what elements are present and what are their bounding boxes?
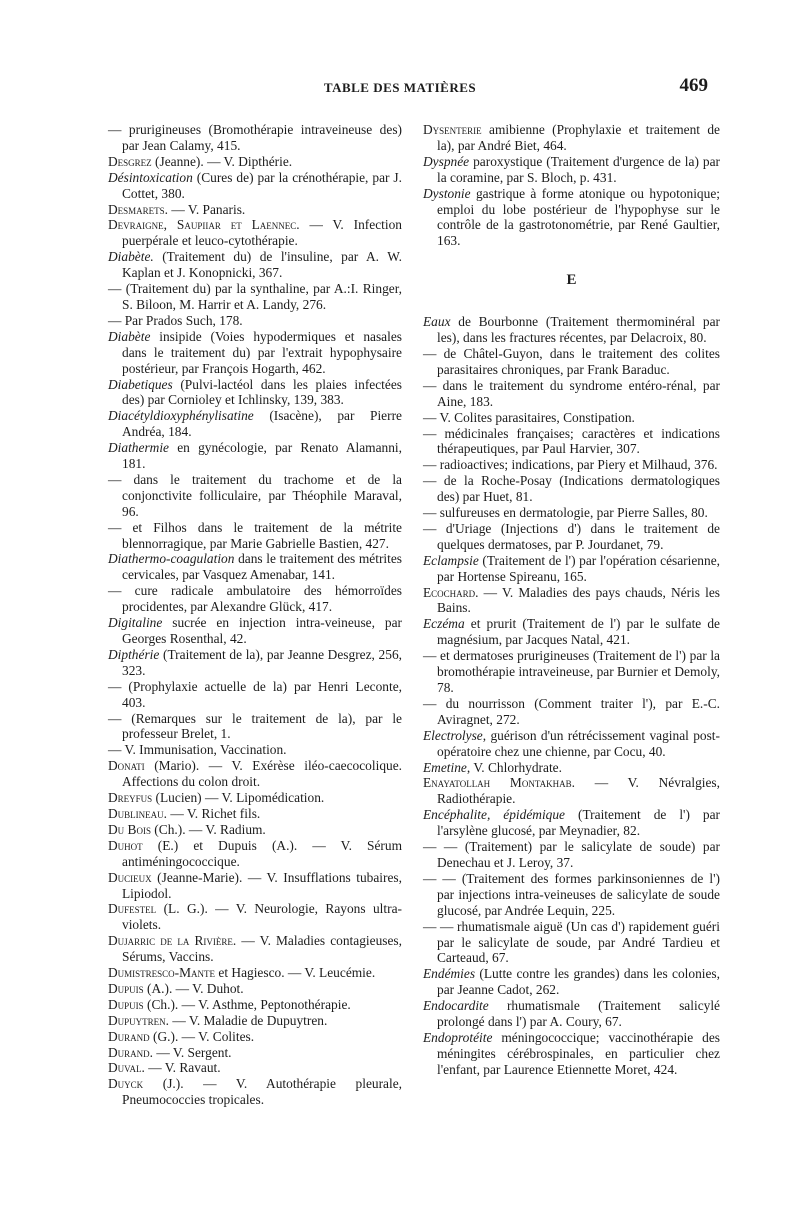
index-entry [108, 1029, 402, 1045]
index-entry [108, 838, 402, 870]
entry-text: — de Châtel-Guyon, dans le traitement des colites parasitaires chroniques, par Frank Baraduc. [423, 345, 720, 377]
entry-text: — — rhumatismale aiguë (Un cas d') rapidement guéri par le salicylate de soude, par André Tardieu et Carteaud, 67. [423, 918, 720, 966]
entry-text: insipide (Voies hypodermiques et nasales dans le traitement du) par l'extrait hypophysaire postérieur, par François Hogarth, 462. [122, 328, 402, 376]
entry-text: — dans le traitement du syndrome entéro-rénal, par Aine, 183. [423, 377, 720, 409]
section-letter: E [566, 272, 577, 289]
index-entry [423, 346, 720, 378]
entry-text: — V. Ravaut. [144, 1060, 221, 1076]
index-entry [423, 585, 720, 617]
entry-text: (Lucien) — V. Lipomédication. [152, 790, 325, 806]
index-entry [423, 410, 720, 426]
index-entry [108, 758, 402, 790]
entry-text: (Jeanne). — V. Dipthérie. [151, 153, 293, 169]
entry-text: de Bourbonne (Traitement thermominéral par les), dans les fractures récentes, par Delacroix, 80. [437, 314, 720, 346]
entry-text: — Par Prados Such, 178. [108, 312, 243, 328]
entry-heading: Eaux [423, 314, 451, 330]
entry-text: — (Traitement du) par la synthaline, par A.:I. Ringer, S. Biloon, M. Harrir et A. Landy, 276. [108, 281, 402, 312]
entry-text: (Ch.). — V. Radium. [150, 821, 266, 837]
entry-heading: Dyspnée [423, 153, 470, 169]
index-entry [108, 472, 402, 520]
index-entry [423, 998, 720, 1030]
index-entry [108, 790, 402, 806]
index-entry [108, 583, 402, 615]
entry-text: (Jeanne-Marie). — V. Insufflations tubaires, Lipiodol. [122, 869, 402, 901]
entry-heading: Dystonie [423, 185, 471, 201]
entry-text: (J.). — V. Autothérapie pleurale, Pneumococcies tropicales. [122, 1076, 402, 1108]
entry-text: — cure radicale ambulatoire des hémorroïdes procidentes, par Alexandre Glück, 417. [108, 583, 402, 615]
entry-text: (A.). — V. Duhot. [143, 980, 244, 996]
index-entry [108, 1013, 402, 1029]
index-entry [108, 217, 402, 249]
index-entry [108, 1076, 402, 1108]
entry-text: — V. Infection puerpérale et leuco-cytothérapie. [122, 217, 402, 249]
index-entry [108, 313, 402, 329]
right-column-top [423, 122, 720, 249]
entry-heading: Désintoxication [108, 169, 193, 185]
index-entry [108, 711, 402, 743]
index-entry [108, 520, 402, 552]
entry-heading: Desmarets. [108, 201, 169, 217]
entry-heading: Enayatollah Montakhab. [423, 775, 575, 791]
index-entry [423, 457, 720, 473]
index-entry [108, 615, 402, 647]
index-entry [423, 1030, 720, 1078]
index-entry [108, 981, 402, 997]
index-entry [423, 122, 720, 154]
index-entry [108, 1045, 402, 1061]
entry-text: (Ch.). — V. Asthme, Peptonothérapie. [143, 996, 351, 1012]
entry-heading: Endoprotéite [423, 1029, 493, 1045]
index-entry [423, 314, 720, 346]
entry-heading: Dufestel [108, 901, 157, 917]
index-entry [108, 870, 402, 902]
index-entry [423, 648, 720, 696]
index-entry [423, 426, 720, 458]
index-entry [108, 154, 402, 170]
entry-heading: Duval. [108, 1060, 145, 1076]
entry-text: (G.). — V. Colites. [149, 1028, 255, 1044]
entry-heading: Diabète. [108, 249, 154, 265]
index-entry [108, 408, 402, 440]
entry-text: (Mario). — V. Exérèse iléo-caecocolique. Affections du colon droit. [122, 758, 402, 790]
index-entry [108, 1060, 402, 1076]
entry-text: rhumatismale (Traitement salicylé prolongé dans l') par A. Coury, 67. [437, 998, 720, 1030]
entry-heading: Dupuis [108, 996, 144, 1012]
entry-text: gastrique à forme atonique ou hypotonique; emploi du lobe postérieur de l'hypophyse sur le contrôle de la gastrotonométrie, par René Gaultier, 163. [437, 185, 720, 249]
entry-text: — (Remarques sur le traitement de la), par le professeur Brelet, 1. [108, 710, 402, 742]
entry-text: (Isacène), par Pierre Andréa, 184. [122, 408, 402, 440]
entry-heading: Dujarric de la Rivière. [108, 933, 237, 949]
entry-heading: Devraigne, Saupiiar et Laennec. [108, 217, 300, 233]
entry-heading: Diabetiques [108, 376, 173, 392]
entry-text: méningococcique; vaccinothérapie des méningites cérébrospinales, en particulier chez l'enfant, par Laurence Etiennette Moret, 424. [437, 1029, 720, 1077]
entry-text: — V. Richet fils. [167, 805, 261, 821]
index-entry [423, 473, 720, 505]
entry-heading: Desgrez [108, 153, 152, 169]
index-entry [108, 933, 402, 965]
entry-text: et prurit (Traitement de l') par le sulfate de magnésium, par Jacques Natal, 421. [437, 616, 720, 648]
entry-heading: Dublineau. [108, 805, 168, 821]
entry-text: — dans le traitement du trachome et de la conjonctivite folliculaire, par Théophile Maraval, 96. [108, 471, 402, 519]
index-entry [108, 551, 402, 583]
entry-text: — du nourrisson (Comment traiter l'), par E.-C. Aviragnet, 272. [423, 695, 720, 727]
index-entry [108, 122, 402, 154]
entry-heading: Emetine [423, 759, 467, 775]
index-entry [108, 647, 402, 679]
entry-text: (Pulvi-lactéol dans les plaies infectées des) par Cornioley et Ichlinsky, 139, 383. [122, 376, 402, 408]
entry-heading: Diathermo-coagulation [108, 551, 235, 567]
index-entry [423, 696, 720, 728]
entry-text: — V. Maladies des pays chauds, Néris les Bains. [437, 584, 720, 616]
entry-text: — de la Roche-Posay (Indications dermatologiques des) par Huet, 81. [423, 473, 720, 505]
entry-heading: Dysenterie [423, 122, 482, 137]
right-column [423, 122, 720, 1078]
entry-heading: Durand. [108, 1044, 154, 1060]
entry-heading: Diacétyldioxyphénylisatine [108, 408, 254, 424]
index-entry [423, 154, 720, 186]
entry-text: (Traitement du) de l'insuline, par A. W. Kaplan et J. Konopnicki, 367. [122, 249, 402, 281]
entry-text: — — (Traitement des formes parkinsoniennes de l') par injections intra-veineuses de salicylate de soude glucosé, par Andrée Lequin, 225. [423, 870, 720, 918]
index-entry [108, 997, 402, 1013]
entry-text: — V. Colites parasitaires, Constipation. [423, 409, 635, 425]
entry-heading: Du Bois [108, 821, 151, 837]
index-entry [108, 806, 402, 822]
entry-text: , guérison d'un rétrécissement vaginal post-opératoire chez une chienne, par Cocu, 40. [437, 727, 720, 759]
index-entry [108, 440, 402, 472]
entry-text: et Hagiesco. — V. Leucémie. [215, 965, 376, 981]
entry-text: (L. G.). — V. Neurologie, Rayons ultra-violets. [122, 901, 402, 933]
index-entry [423, 760, 720, 776]
index-entry [423, 505, 720, 521]
entry-text: — et dermatoses prurigineuses (Traitement de l') par la bromothérapie intraveineuse, par Burnier et Demoly, 78. [423, 648, 720, 695]
entry-text: dans le traitement des métrites cervicales, par Vasquez Amenabar, 141. [122, 551, 402, 583]
index-entry [108, 679, 402, 711]
index-entry [108, 329, 402, 377]
index-entry [108, 170, 402, 202]
index-entry [423, 966, 720, 998]
index-entry [108, 965, 402, 981]
index-entry [423, 839, 720, 871]
entry-heading: Electrolyse [423, 727, 483, 743]
entry-text: — V. Maladie de Dupuytren. [169, 1012, 328, 1028]
entry-text: paroxystique (Traitement d'urgence de la) par la coramine, par S. Bloch, p. 431. [437, 153, 720, 185]
index-entry [423, 616, 720, 648]
index-entry [108, 901, 402, 933]
index-entry [423, 775, 720, 807]
entry-heading: Donati [108, 758, 145, 774]
entry-text: (Traitement de la), par Jeanne Desgrez, 256, 323. [122, 646, 402, 678]
entry-text: — et Filhos dans le traitement de la métrite blennorragique, par Marie Gabrielle Bastien, 427. [108, 519, 402, 551]
entry-text: — V. Immunisation, Vaccination. [108, 742, 287, 758]
page-number: 469 [679, 75, 708, 96]
index-entry [423, 553, 720, 585]
index-entry [108, 822, 402, 838]
index-entry [108, 249, 402, 281]
entry-text: (Lutte contre les grandes) dans les colonies, par Jeanne Cadot, 262. [437, 966, 720, 998]
index-entry [108, 202, 402, 218]
entry-text: sucrée en injection intra-veineuse, par Georges Rosenthal, 42. [122, 615, 402, 646]
entry-heading: Endémies [423, 966, 476, 982]
entry-heading: Dreyfus [108, 790, 153, 806]
index-entry [108, 377, 402, 409]
index-entry [423, 919, 720, 967]
index-entry [423, 186, 720, 250]
entry-text: — V. Névralgies, Radiothérapie. [437, 775, 720, 807]
entry-text: — (Prophylaxie actuelle de la) par Henri Leconte, 403. [108, 678, 402, 710]
running-title: TABLE DES MATIÈRES [323, 80, 477, 95]
index-entry [108, 742, 402, 758]
entry-heading: Diabète [108, 328, 151, 344]
index-entry [423, 807, 720, 839]
index-entry [423, 871, 720, 919]
entry-text: — médicinales françaises; caractères et indications thérapeutiques, par Paul Harvier, 307. [423, 425, 720, 457]
entry-heading: Eclampsie [423, 552, 479, 568]
entry-text: — prurigineuses (Bromothérapie intraveineuse des) par Jean Calamy, 415. [108, 122, 402, 153]
entry-heading: Dumistresco-Mante [108, 965, 216, 981]
index-entry [108, 281, 402, 313]
entry-heading: Dupuytren. [108, 1012, 170, 1028]
entry-heading: Durand [108, 1028, 150, 1044]
right-column-bottom [423, 314, 720, 1078]
entry-heading: Eczéma [423, 616, 465, 632]
entry-text: (Traitement de l') par l'arsylène glucosé, par Meynadier, 82. [437, 807, 721, 839]
entry-heading: Endocardite [423, 998, 489, 1014]
entry-heading: Encéphalite, épidémique [423, 807, 566, 823]
index-entry [423, 378, 720, 410]
entry-text: — V. Sergent. [153, 1044, 232, 1060]
entry-heading: Diathermie [108, 440, 169, 456]
entry-text: amibienne (Prophylaxie et traitement de la), par André Biet, 464. [437, 122, 720, 153]
entry-text: — V. Maladies contagieuses, Sérums, Vaccins. [122, 933, 402, 965]
entry-heading: Digitaline [108, 615, 163, 631]
entry-text: — V. Panaris. [168, 201, 246, 217]
index-entry [423, 521, 720, 553]
entry-text: — — (Traitement) par le salicylate de soude) par Denechau et J. Leroy, 37. [423, 839, 720, 870]
entry-heading: Dipthérie [108, 646, 160, 662]
entry-text: (E.) et Dupuis (A.). — V. Sérum antiméningococcique. [122, 837, 402, 869]
entry-heading: Duyck [108, 1076, 144, 1092]
entry-text: — radioactives; indications, par Piery et Milhaud, 376. [423, 457, 718, 473]
entry-heading: Dupuis [108, 980, 144, 996]
entry-text: (Traitement de l') par l'opération césarienne, par Hortense Spireanu, 165. [437, 552, 720, 584]
entry-text: en gynécologie, par Renato Alamanni, 181. [122, 440, 402, 472]
entry-text: (Cures de) par la crénothérapie, par J. Cottet, 380. [122, 169, 402, 201]
left-column [108, 122, 402, 1108]
entry-text: — d'Uriage (Injections d') dans le traitement de quelques dermatoses, par P. Jourdanet, 79. [423, 520, 720, 552]
entry-heading: Ecochard. [423, 584, 479, 600]
index-entry [423, 728, 720, 760]
entry-heading: Duhot [108, 837, 143, 853]
entry-text: , V. Chlorhydrate. [466, 759, 562, 775]
entry-text: — sulfureuses en dermatologie, par Pierre Salles, 80. [423, 505, 708, 521]
entry-heading: Ducieux [108, 869, 152, 885]
